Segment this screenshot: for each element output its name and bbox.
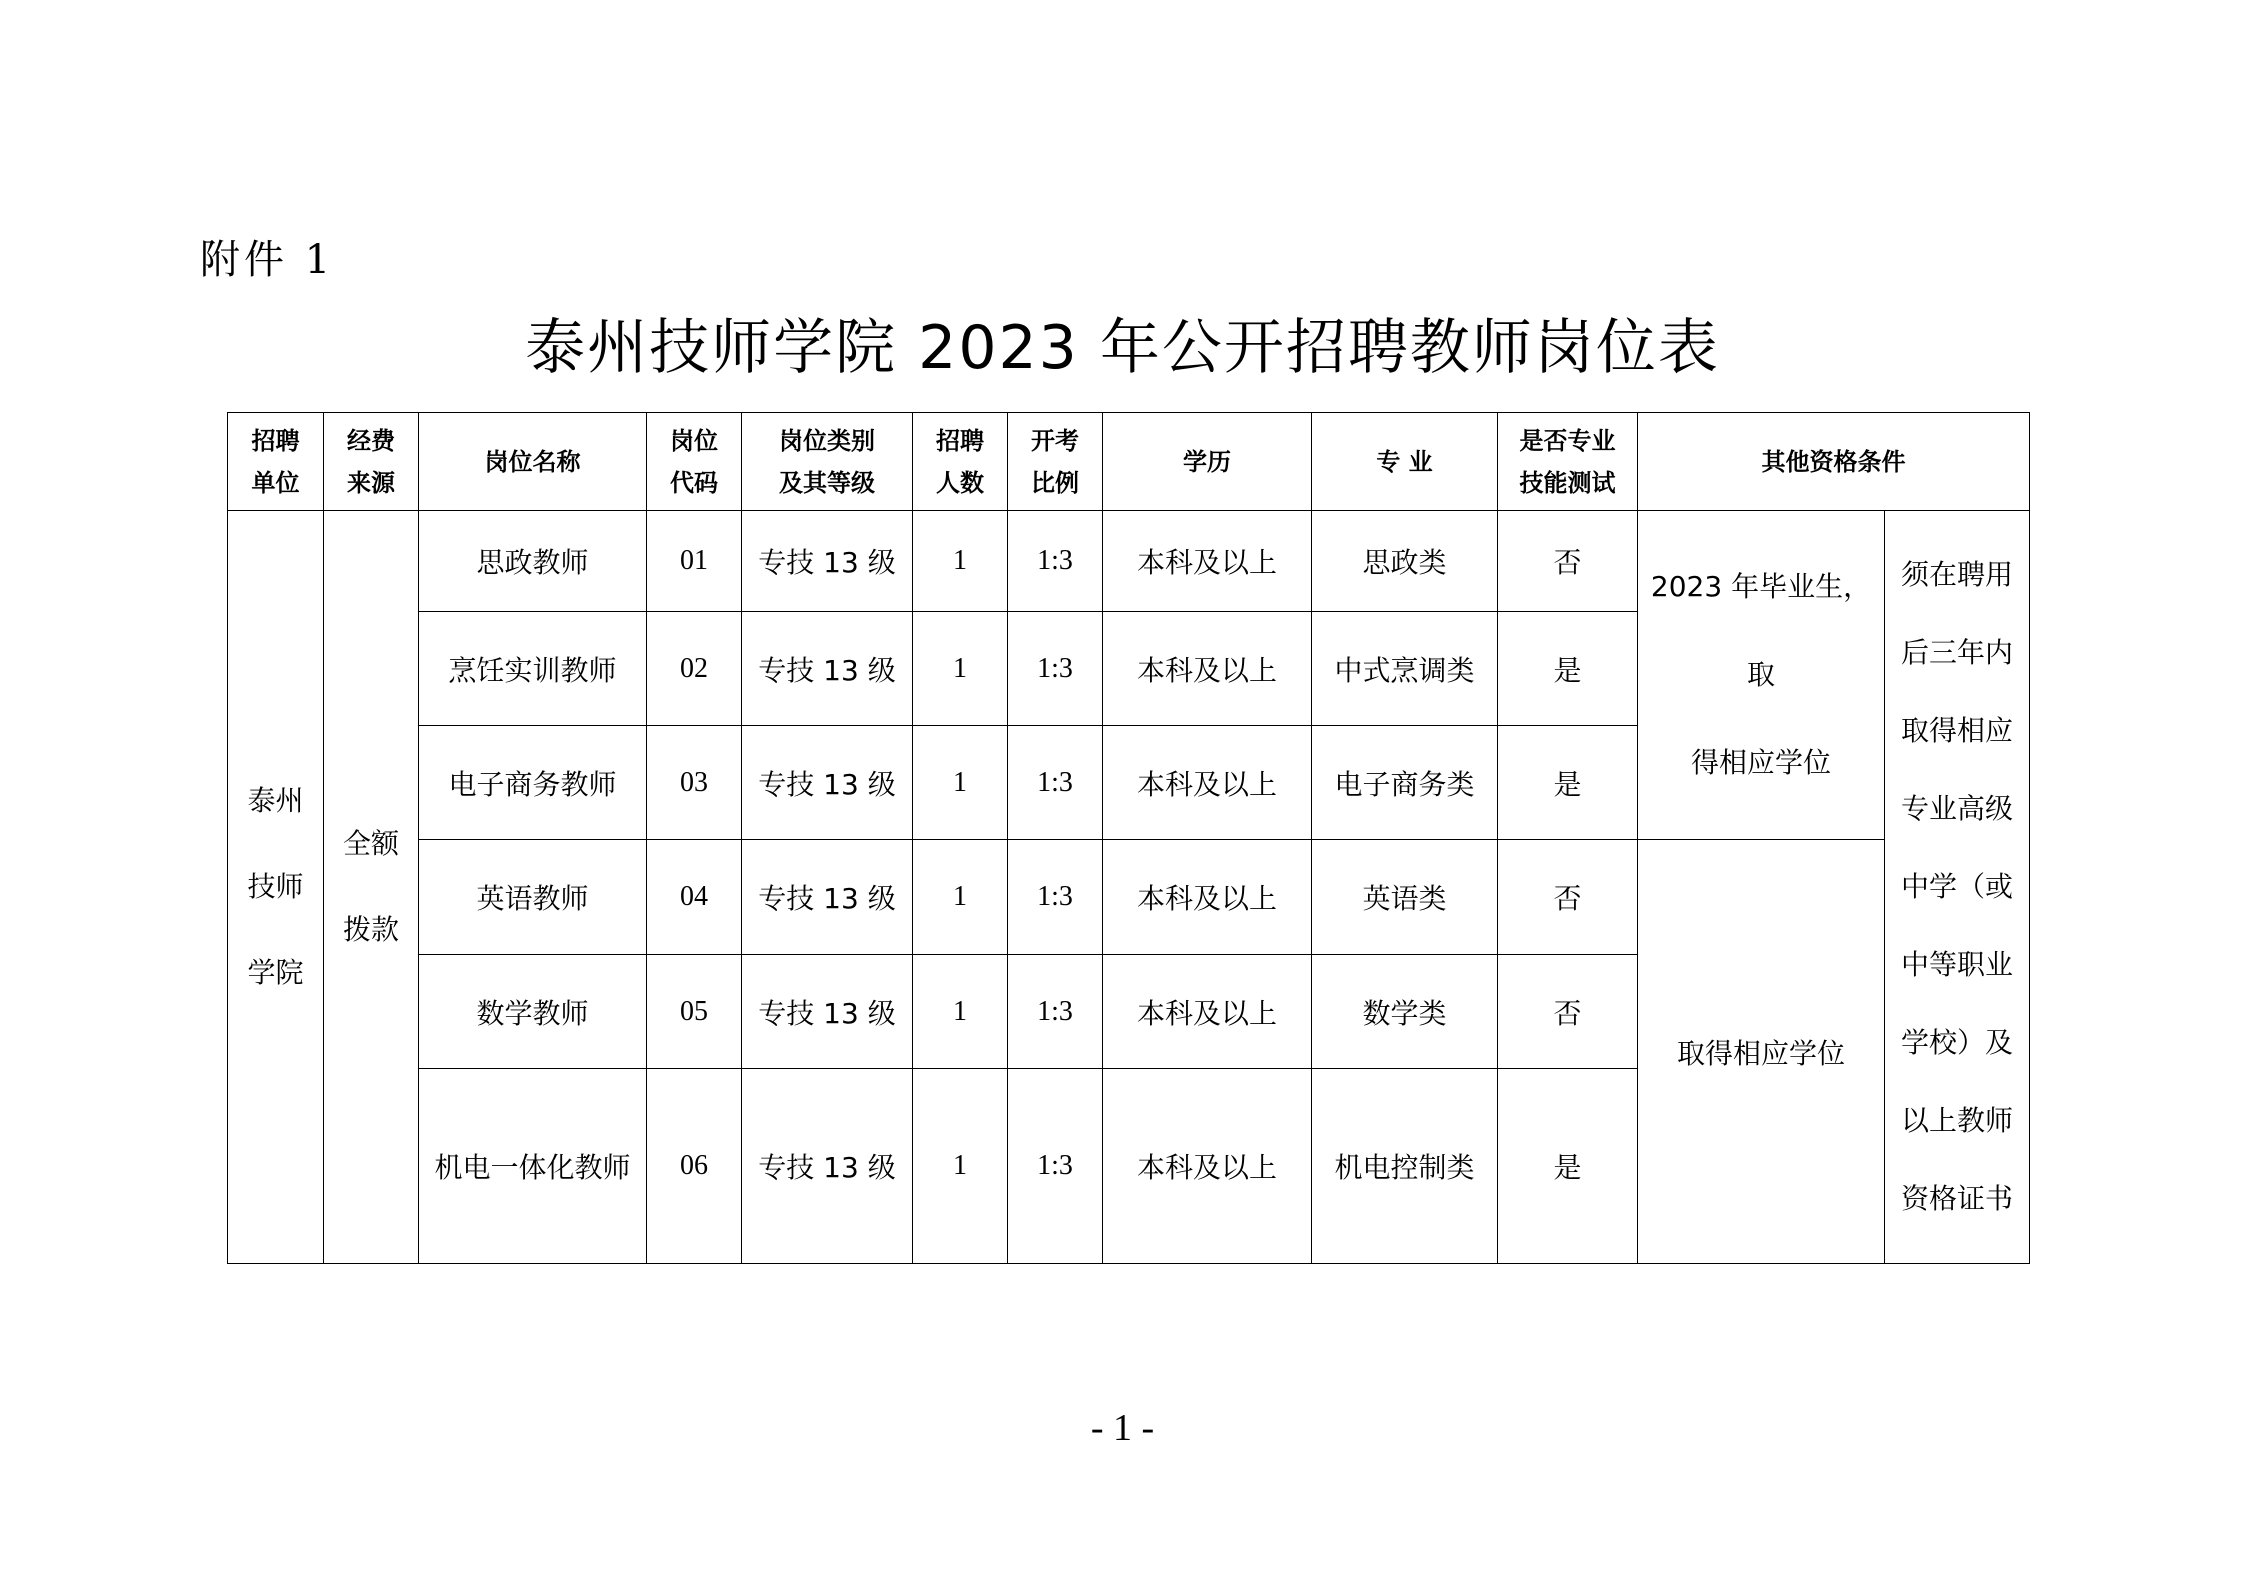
position-code: 05 <box>647 955 742 1069</box>
exam-ratio: 1:3 <box>1008 955 1103 1069</box>
position-name: 机电一体化教师 <box>419 1069 647 1264</box>
exam-ratio: 1:3 <box>1008 726 1103 840</box>
table-row <box>228 840 2030 955</box>
exam-ratio: 1:3 <box>1008 612 1103 726</box>
skill-test: 是 <box>1498 726 1638 840</box>
header-row <box>228 413 2030 511</box>
recruit-count: 1 <box>913 1069 1008 1264</box>
header-position-code: 岗位 代码 <box>647 413 742 511</box>
position-code: 01 <box>647 511 742 612</box>
skill-test: 是 <box>1498 1069 1638 1264</box>
recruitment-table <box>227 412 2030 1264</box>
position-category: 专技 13 级 <box>742 511 913 612</box>
other-conditions-group-a: 2023 年毕业生，取 得相应学位 <box>1638 511 1885 840</box>
position-name: 思政教师 <box>419 511 647 612</box>
header-skill-test: 是否专业 技能测试 <box>1498 413 1638 511</box>
position-category: 专技 13 级 <box>742 840 913 955</box>
position-code: 06 <box>647 1069 742 1264</box>
header-position-name: 岗位名称 <box>419 413 647 511</box>
position-code: 04 <box>647 840 742 955</box>
header-unit: 招聘 单位 <box>228 413 324 511</box>
header-ratio: 开考 比例 <box>1008 413 1103 511</box>
education: 本科及以上 <box>1103 612 1312 726</box>
attachment-label: 附件 1 <box>200 237 335 283</box>
recruit-count: 1 <box>913 511 1008 612</box>
position-category: 专技 13 级 <box>742 955 913 1069</box>
education: 本科及以上 <box>1103 726 1312 840</box>
header-count: 招聘 人数 <box>913 413 1008 511</box>
position-category: 专技 13 级 <box>742 612 913 726</box>
header-major: 专 业 <box>1312 413 1498 511</box>
exam-ratio: 1:3 <box>1008 1069 1103 1264</box>
recruit-count: 1 <box>913 612 1008 726</box>
recruit-count: 1 <box>913 840 1008 955</box>
unit-cell: 泰州 技师 学院 <box>228 511 324 1264</box>
education: 本科及以上 <box>1103 1069 1312 1264</box>
header-education: 学历 <box>1103 413 1312 511</box>
header-category: 岗位类别 及其等级 <box>742 413 913 511</box>
major: 机电控制类 <box>1312 1069 1498 1264</box>
funding-cell: 全额 拨款 <box>324 511 419 1264</box>
major: 英语类 <box>1312 840 1498 955</box>
other-conditions-common: 须在聘用 后三年内 取得相应 专业高级 中学（或 中等职业 学校）及 以上教师 资格证书 <box>1885 511 2030 1264</box>
header-funding: 经费 来源 <box>324 413 419 511</box>
position-name: 烹饪实训教师 <box>419 612 647 726</box>
education: 本科及以上 <box>1103 511 1312 612</box>
major: 数学类 <box>1312 955 1498 1069</box>
position-code: 03 <box>647 726 742 840</box>
major: 中式烹调类 <box>1312 612 1498 726</box>
position-category: 专技 13 级 <box>742 726 913 840</box>
major: 思政类 <box>1312 511 1498 612</box>
position-name: 数学教师 <box>419 955 647 1069</box>
recruit-count: 1 <box>913 955 1008 1069</box>
recruit-count: 1 <box>913 726 1008 840</box>
exam-ratio: 1:3 <box>1008 840 1103 955</box>
skill-test: 否 <box>1498 511 1638 612</box>
position-code: 02 <box>647 612 742 726</box>
document-title: 泰州技师学院 2023 年公开招聘教师岗位表 <box>525 313 1720 383</box>
header-other-conditions: 其他资格条件 <box>1638 413 2030 511</box>
education: 本科及以上 <box>1103 955 1312 1069</box>
position-name: 英语教师 <box>419 840 647 955</box>
education: 本科及以上 <box>1103 840 1312 955</box>
position-name: 电子商务教师 <box>419 726 647 840</box>
skill-test: 否 <box>1498 955 1638 1069</box>
other-conditions-group-b: 取得相应学位 <box>1638 840 1885 1264</box>
page-number: - 1 - <box>1090 1407 1155 1449</box>
skill-test: 是 <box>1498 612 1638 726</box>
skill-test: 否 <box>1498 840 1638 955</box>
major: 电子商务类 <box>1312 726 1498 840</box>
table-row <box>228 511 2030 612</box>
exam-ratio: 1:3 <box>1008 511 1103 612</box>
position-category: 专技 13 级 <box>742 1069 913 1264</box>
